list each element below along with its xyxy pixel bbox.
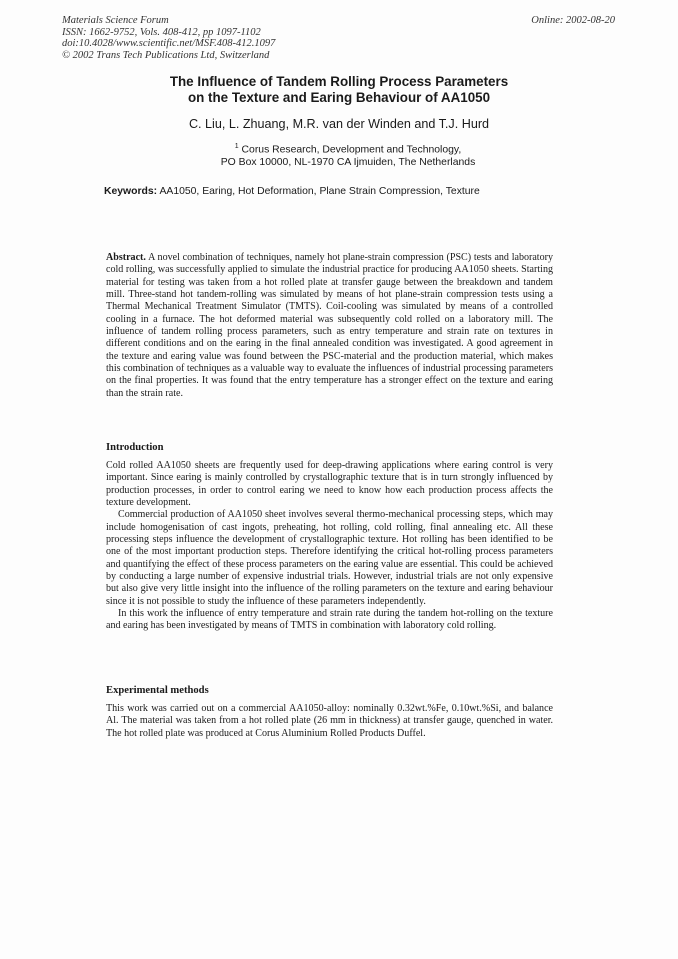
experimental-paragraph-1: This work was carried out on a commercial AA1050-alloy: nominally 0.32wt.%Fe, 0.10wt.%Si, and balance Al. The material was taken from a hot rolled plate (26 mm in thickness) at transfer gauge, quenched in water. The hot rolled plate was produced at Corus Aluminium Rolled Products Duffel. xyxy=(106,703,553,739)
introduction-heading: Introduction xyxy=(106,442,164,453)
online-date: Online: 2002-08-20 xyxy=(531,15,615,26)
keywords-text: AA1050, Earing, Hot Deformation, Plane Strain Compression, Texture xyxy=(159,186,480,197)
intro-paragraph-2: Commercial production of AA1050 sheet involves several thermo-mechanical processing steps, which may include homogenisation of cast ingots, preheating, hot rolling, cold rolling, final annealing etc. All these processing steps influence the development of crystallographic texture. Hot rolling has been identified to be one of the most important production steps. Therefore identifying the critical hot-rolling process parameters and quantifying the effect of these process parameters on the earing value are essential. This could be achieved by conducting a large number of expensive industrial trials. However, industrial trials are not only expensive but also give very little insight into the influence of the rolling parameters on the texture and earing behaviour since it is not possible to study the influence of these parameters independently. xyxy=(106,509,553,607)
intro-paragraph-3: In this work the influence of entry temperature and strain rate during the tandem hot-rolling on the texture and earing has been investigated by means of TMTS in combination with laboratory cold rolling. xyxy=(106,608,553,632)
experimental-heading: Experimental methods xyxy=(106,685,209,696)
issn-line: ISSN: 1662-9752, Vols. 408-412, pp 1097-1102 xyxy=(62,26,261,38)
affiliation-marker: 1 xyxy=(234,143,239,150)
affiliation-line-2: PO Box 10000, NL-1970 CA Ijmuiden, The Netherlands xyxy=(220,156,476,168)
journal-header xyxy=(62,15,275,61)
title-line-1: The Influence of Tandem Rolling Process Parameters xyxy=(169,74,509,89)
doi-line: doi:10.4028/www.scientific.net/MSF.408-412.1097 xyxy=(62,38,276,50)
intro-paragraph-1: Cold rolled AA1050 sheets are frequently used for deep-drawing applications where earing control is very important. Since earing is mainly controlled by crystallographic texture that is in turn strongly influenced by production processes, in order to control earing we need to know how each production process affects the texture development. xyxy=(106,460,553,509)
abstract-text: A novel combination of techniques, namely hot plane-strain compression (PSC) tests and laboratory cold rolling, was successfully applied to simulate the industrial practice for producing AA1050 sheets. Starting material for testing was taken from a hot rolled plate at transfer gauge between the breakdown and tandem mill. Three-stand hot tandem-rolling was simulated by means of hot plane-strain compression tests using a Thermal Mechanical Treatment Simulator (TMTS). Coil-cooling was simulated by means of a controlled cooling in a furnace. The hot deformed material was subsequently cold rolled on a laboratory mill. The influence of tandem rolling process parameters, such as entry temperature and strain rate on textures in different conditions and on the earing in the final annealed condition was investigated. A good agreement in the texture and earing value was found between the PSC-material and the production material, which makes this combination of techniques as a valuable way to evaluate the influences of industrial processing parameters on the final properties. It was found that the entry temperature has a stronger effect on the texture and earing than the strain rate. xyxy=(106,252,553,399)
affiliation xyxy=(0,141,678,169)
paper-title xyxy=(0,74,678,105)
experimental-body xyxy=(106,703,553,740)
copyright-line: © 2002 Trans Tech Publications Ltd, Switzerland xyxy=(62,49,270,61)
keywords-label: Keywords: xyxy=(104,186,158,197)
keywords xyxy=(104,186,480,197)
abstract xyxy=(106,252,553,400)
abstract-label: Abstract. xyxy=(106,252,146,263)
introduction-body xyxy=(106,460,553,633)
journal-name: Materials Science Forum xyxy=(62,15,169,26)
affiliation-line-1: Corus Research, Development and Technology, xyxy=(241,144,462,156)
title-line-2: on the Texture and Earing Behaviour of AA1050 xyxy=(187,89,491,105)
author-list: C. Liu, L. Zhuang, M.R. van der Winden and T.J. Hurd xyxy=(188,117,490,131)
